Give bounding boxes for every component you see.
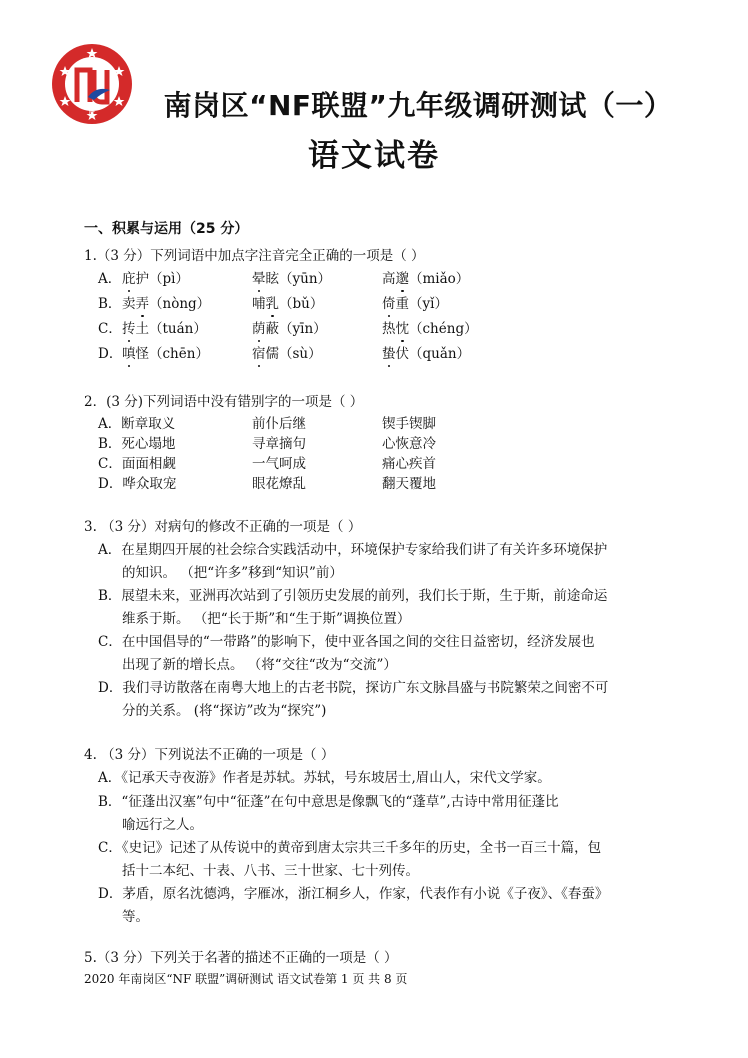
q4-option-c-cont: 括十二本纪、十表、八书、三十世家、七十列传。 [122, 863, 419, 879]
q3-option-a-cont: 的知识。 （把“许多”移到“知识”前） [122, 565, 343, 581]
question-4-stem: 4. （3 分）下列说法不正确的一项是（ ） [84, 747, 335, 763]
exam-page: NF 南岗区“NF联盟”九年级调研测试（一） 语文试卷 一、积累与运用（25 分） 1.（3 分）下列词语中加点字注音完全正确的一项是（ ） A． 庇护（pì） 晕眩（yūn） 高邈（miǎo） B． 卖弄（nòng） 哺乳（bǔ） 倚重（yǐ） C． 抟土（tuán） 荫蔽（yīn） 热忱（chéng） D． 嗔怪（chēn） 宿儒（sù） 蛰伏（quǎn） 2．(3 分)下列词语中没有错别字的一项是（ ） A．断章取义 前仆后继 锲手锲脚 B．死心塌地 寻章摘句 心恢意冷 C．面面相觑 一气呵成 痛心疾首 D．哗众取宠 眼花燎乱 翻天覆地 3. （3 分）对病句的修改不正确的一项是（ ） A．在星期四开展的社会综合实践活动中，环境保护专家给我们讲了有关许多环境保护 的知识。 （把“许多”移到“知识”前） B．展望未来，亚洲再次站到了引领历史发展的前列，我们长于斯，生于斯，前途命运 维系于斯。 （把“长于斯”和“生于斯”调换位置） C．在中国倡导的“一带路”的影响下，使中亚各国之间的交往日益密切，经济发展也 出现了新的增长点。 （将“交往“改为“交流”） D．我们寻访散落在南粤大地上的古老书院，探访广东文脉昌盛与书院繁荣之间密不可 分的关系。 (将“探访”改为“探究”) 4. （3 分）下列说法不正确的一项是（ ） A．《记承天寺夜游》作者是苏轼。苏轼，号东坡居士,眉山人，宋代文学家。 B．“征蓬出汉塞”句中“征蓬”在句中意思是像飘飞的“蓬草”,古诗中常用征蓬比 喻远行之人。 C．《史记》记述了从传说中的黄帝到唐太宗共三千多年的历史，全书一百三十篇，包 括十二本纪、十表、八书、三十世家、七十列传。 D．茅盾，原名沈德鸿，字雁冰，浙江桐乡人，作家，代表作有小说《子夜》、《春蚕》 等。 5.（3 分）下列关于名著的描述不正确的一项是（ ） 2020 年南岗区“NF 联盟”调研测试 语文试卷第 1 页 共 8 页 [0, 0, 748, 1058]
q3-option-a: A．在星期四开展的社会综合实践活动中，环境保护专家给我们讲了有关许多环境保护 [98, 542, 608, 558]
q4-option-b-cont: 喻远行之人。 [122, 817, 203, 833]
q4-option-c: C．《史记》记述了从传说中的黄帝到唐太宗共三千多年的历史，全书一百三十篇，包 [98, 840, 602, 856]
question-2-stem: 2．(3 分)下列词语中没有错别字的一项是（ ） [84, 394, 364, 410]
section-heading: 一、积累与运用（25 分） [84, 221, 249, 237]
nf-league-logo [50, 42, 134, 126]
q4-option-d: D．茅盾，原名沈德鸿，字雁冰，浙江桐乡人，作家，代表作有小说《子夜》、《春蚕》 [98, 886, 609, 902]
exam-title: 南岗区“NF联盟”九年级调研测试（一） [163, 89, 673, 122]
q3-option-b-cont: 维系于斯。 （把“长于斯”和“生于斯”调换位置） [122, 611, 411, 627]
question-1-stem: 1.（3 分）下列词语中加点字注音完全正确的一项是（ ） [84, 248, 425, 264]
exam-subtitle: 语文试卷 [308, 138, 440, 174]
q4-option-a: A．《记承天寺夜游》作者是苏轼。苏轼，号东坡居士,眉山人，宋代文学家。 [98, 770, 551, 786]
question-5-stem: 5.（3 分）下列关于名著的描述不正确的一项是（ ） [84, 950, 398, 966]
q3-option-c-cont: 出现了新的增长点。 （将“交往“改为“交流”） [122, 657, 397, 673]
q3-option-d: D．我们寻访散落在南粤大地上的古老书院，探访广东文脉昌盛与书院繁荣之间密不可 [98, 680, 609, 696]
question-3-stem: 3. （3 分）对病句的修改不正确的一项是（ ） [84, 519, 362, 535]
q4-option-b: B．“征蓬出汉塞”句中“征蓬”在句中意思是像飘飞的“蓬草”,古诗中常用征蓬比 [98, 794, 559, 810]
q3-option-c: C．在中国倡导的“一带路”的影响下，使中亚各国之间的交往日益密切，经济发展也 [98, 634, 595, 650]
q3-option-b: B．展望未来，亚洲再次站到了引领历史发展的前列，我们长于斯，生于斯，前途命运 [98, 588, 608, 604]
logo-mark-text: NF [88, 110, 96, 116]
q3-option-d-cont: 分的关系。 (将“探访”改为“探究”) [122, 703, 327, 719]
q4-option-d-cont: 等。 [122, 909, 149, 925]
page-footer: 2020 年南岗区“NF 联盟”调研测试 语文试卷第 1 页 共 8 页 [84, 972, 408, 986]
